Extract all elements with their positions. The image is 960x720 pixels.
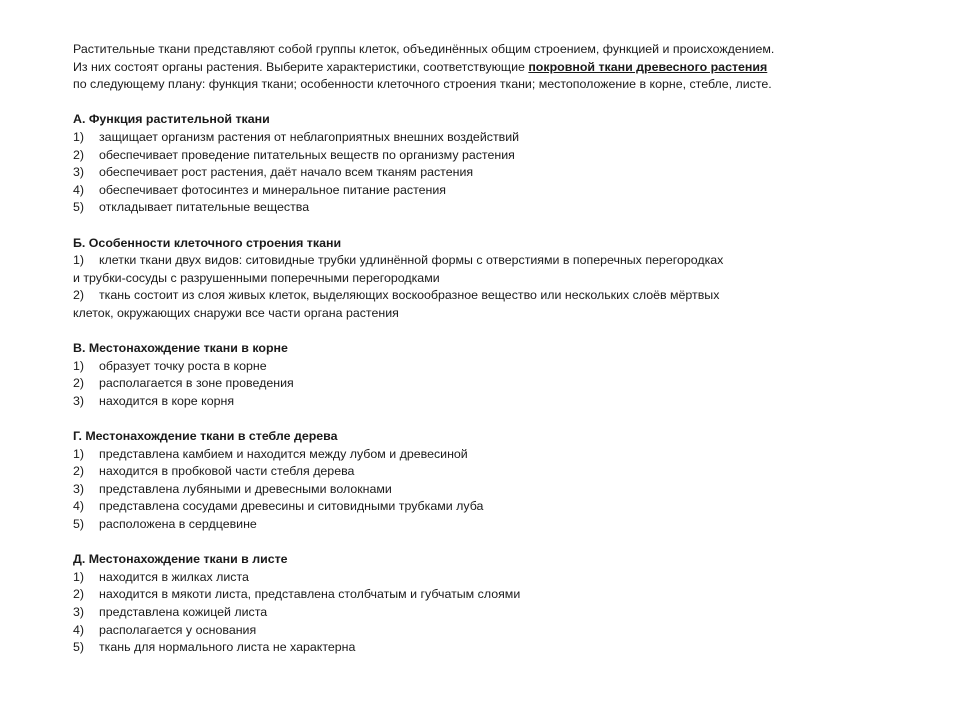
list-item (73, 446, 893, 464)
item-text: откладывает питательные вещества (99, 200, 310, 215)
list-item (73, 129, 893, 147)
list-item (73, 481, 893, 499)
list-item (73, 622, 893, 640)
list-item (73, 604, 893, 622)
item-number: 1) (73, 569, 85, 584)
item-text: обеспечивает рост растения, даёт начало всем тканям растения (99, 165, 474, 180)
item-text: находится в жилках листа (99, 569, 249, 584)
list-item (73, 586, 893, 604)
item-number: 1) (73, 253, 85, 268)
item-number: 2) (73, 376, 85, 391)
intro-line-1: Растительные ткани представляют собой группы клеток, объединённых общим строением, функцией и происхождением. (73, 42, 775, 56)
item-text: находится в пробковой части стебля дерева (99, 464, 355, 479)
intro-line-2-text: Из них состоят органы растения. Выберите характеристики, соответствующие (73, 59, 529, 74)
section-heading: Г. Местонахождение ткани в стебле дерева (73, 429, 338, 444)
list-item (73, 498, 893, 516)
item-text: находится в мякоти листа, представлена столбчатым и губчатым слоями (99, 587, 521, 602)
item-text: представлена камбием и находится между лубом и древесиной (99, 446, 468, 461)
section-heading: Б. Особенности клеточного строения ткани (73, 235, 342, 250)
item-text-continuation: и трубки-сосуды с разрушенными поперечными перегородками (73, 270, 440, 285)
item-number: 5) (73, 200, 85, 215)
item-number: 2) (73, 288, 85, 303)
list-item (73, 252, 893, 270)
item-text: представлена лубяными и древесными волокнами (99, 481, 392, 496)
section-function (73, 111, 893, 217)
item-number: 1) (73, 358, 85, 373)
document-page (73, 41, 893, 657)
item-text: представлена кожицей листа (99, 605, 268, 619)
item-text: обеспечивает фотосинтез и минеральное питание растения (99, 182, 447, 197)
intro-line-2 (73, 59, 893, 77)
section-heading: В. Местонахождение ткани в корне (73, 341, 288, 356)
list-item (73, 199, 893, 217)
item-text: ткань для нормального листа не характерна (99, 640, 356, 655)
item-number: 2) (73, 464, 85, 479)
intro-paragraph (73, 41, 893, 94)
item-text: образует точку роста в корне (99, 358, 267, 373)
list-item (73, 463, 893, 481)
item-number: 1) (73, 446, 85, 461)
item-number: 5) (73, 517, 85, 532)
item-number: 2) (73, 147, 85, 162)
section-root-location (73, 340, 893, 410)
item-number: 3) (73, 481, 85, 496)
section-heading: А. Функция растительной ткани (73, 112, 270, 127)
item-number: 3) (73, 165, 85, 180)
item-text: защищает организм растения от неблагоприятных внешних воздействий (99, 129, 520, 144)
emphasized-tissue-name: покровной ткани древесного растения (528, 59, 768, 74)
list-item (73, 182, 893, 200)
section-stem-location (73, 428, 893, 534)
section-heading: Д. Местонахождение ткани в листе (73, 552, 288, 567)
item-text: представлена сосудами древесины и ситовидными трубками луба (99, 499, 484, 514)
item-number: 2) (73, 587, 85, 602)
section-cell-structure (73, 235, 893, 323)
item-number: 5) (73, 640, 85, 655)
item-number: 3) (73, 393, 85, 408)
item-number: 4) (73, 182, 85, 197)
list-item (73, 147, 893, 165)
item-text: располагается у основания (99, 622, 257, 637)
list-item (73, 287, 893, 305)
item-number: 4) (73, 499, 85, 514)
item-number: 3) (73, 605, 85, 619)
list-item (73, 516, 893, 534)
section-leaf-location (73, 551, 893, 657)
list-item (73, 393, 893, 411)
list-item (73, 569, 893, 587)
item-text: ткань состоит из слоя живых клеток, выделяющих воскообразное вещество или нескольких слоёв мёртвых (99, 288, 720, 303)
list-item (73, 375, 893, 393)
list-item (73, 639, 893, 657)
item-number: 1) (73, 129, 85, 144)
item-number: 4) (73, 622, 85, 637)
item-text: клетки ткани двух видов: ситовидные трубки удлинённой формы с отверстиями в поперечных перегородках (99, 253, 724, 268)
list-item (73, 164, 893, 182)
item-text-continuation: клеток, окружающих снаружи все части органа растения (73, 305, 399, 320)
item-text: располагается в зоне проведения (99, 376, 294, 391)
item-text: расположена в сердцевине (99, 517, 257, 532)
list-item (73, 358, 893, 376)
intro-line-3: по следующему плану: функция ткани; особенности клеточного строения ткани; местоположение в корне, стебле, листе. (73, 77, 772, 92)
item-text: находится в коре корня (99, 393, 235, 408)
item-text: обеспечивает проведение питательных веществ по организму растения (99, 147, 515, 162)
